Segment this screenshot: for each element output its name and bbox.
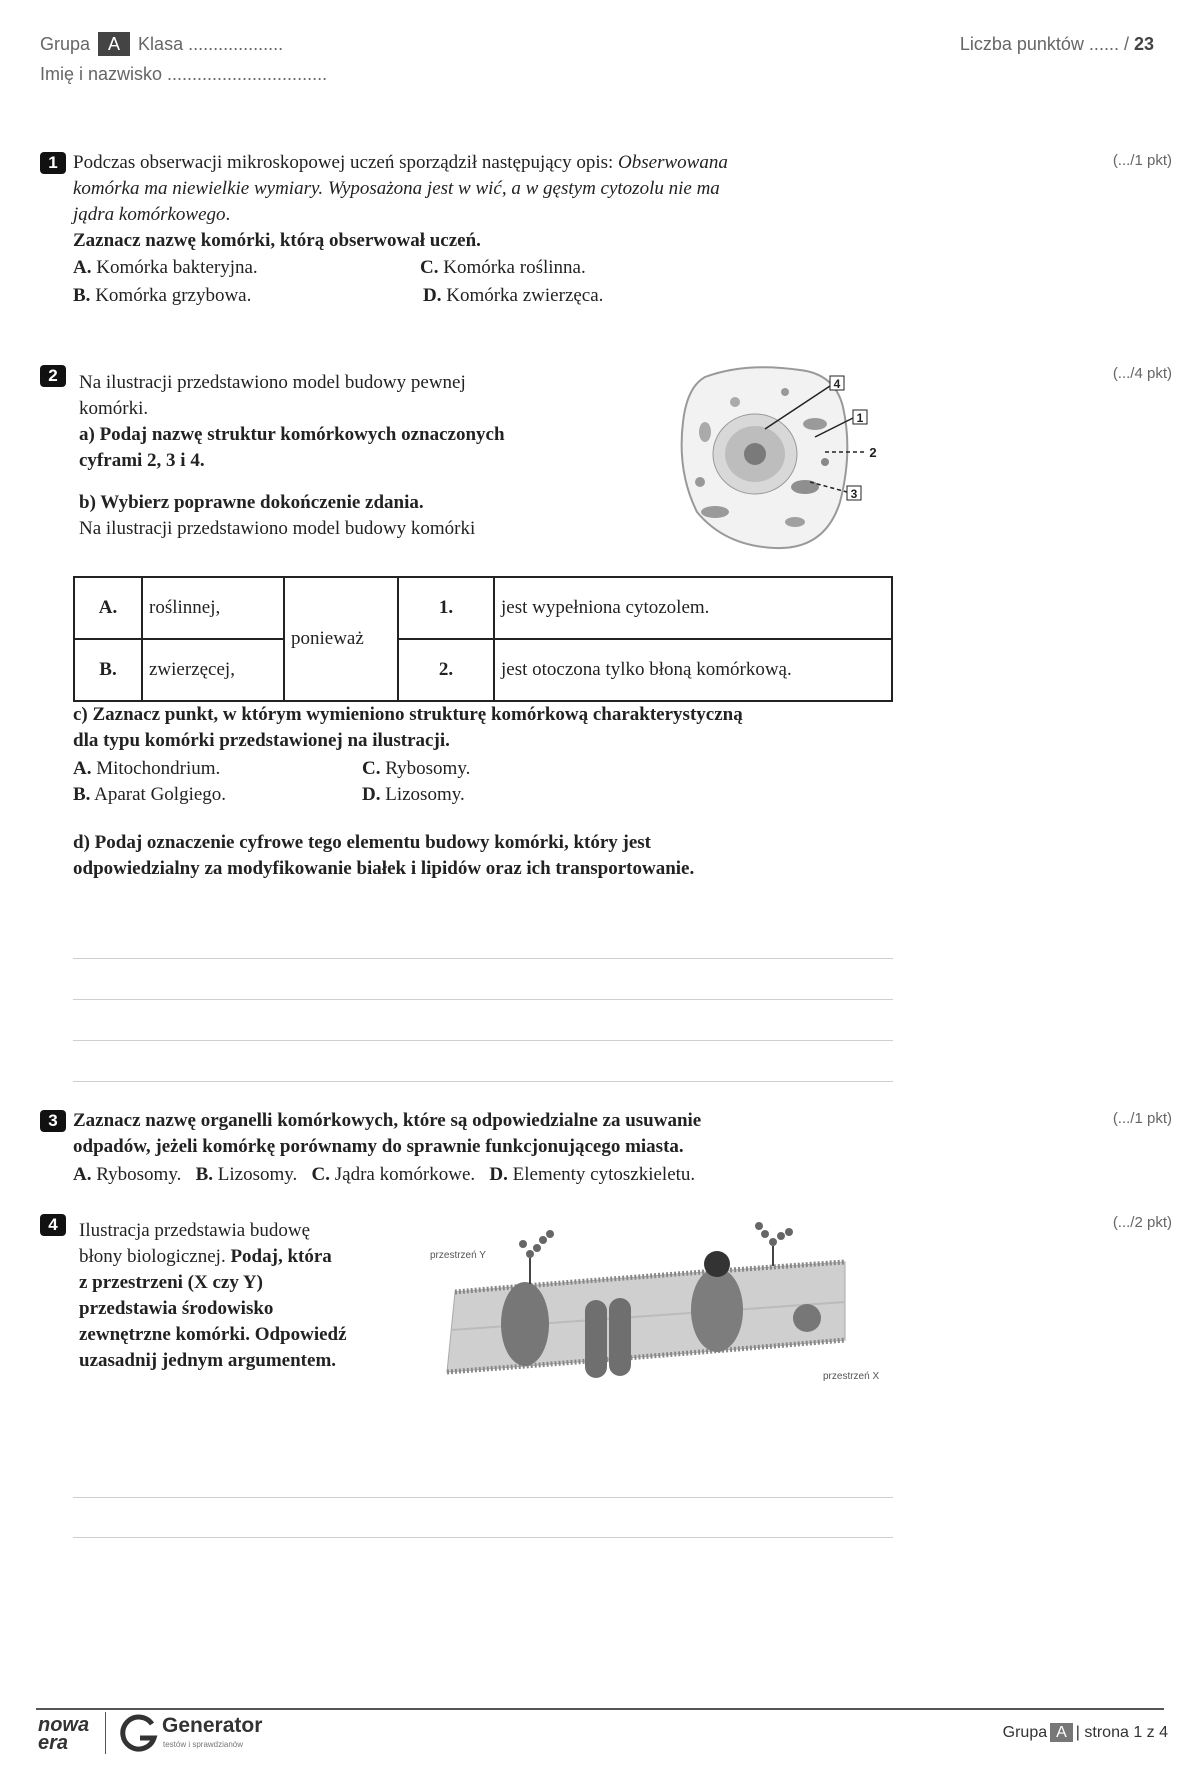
because-cell: ponieważ [284, 577, 398, 701]
footer-divider [36, 1708, 1164, 1710]
answer-line[interactable] [73, 1497, 893, 1498]
option-text: Mitochondrium. [96, 758, 221, 779]
cell-label-2: 2 [869, 445, 877, 460]
option-a-letter[interactable]: A. [74, 577, 142, 639]
option-text: Jądra komórkowe. [334, 1164, 476, 1185]
option-b-text[interactable]: zwierzęcej, [142, 639, 284, 701]
q4-text [79, 1218, 419, 1374]
option-text: Komórka bakteryjna. [96, 257, 258, 278]
q2-c-1: c) Zaznacz punkt, w którym wymieniono strukturę komórkową charakterystyczną [73, 704, 743, 725]
table-row [74, 577, 892, 639]
q3-option-b[interactable] [196, 1164, 298, 1185]
question-number-1: 1 [40, 152, 66, 174]
space-y-label: przestrzeń Y [430, 1250, 486, 1261]
q2-c-2: dla typu komórki przedstawionej na ilustracji. [73, 730, 450, 751]
q4-line-3: z przestrzeni (X czy Y) [79, 1272, 263, 1293]
option-2-number[interactable]: 2. [398, 639, 494, 701]
q2-text [79, 370, 639, 542]
q3-points: (.../1 pkt) [1112, 1110, 1172, 1127]
option-letter: B. [73, 784, 91, 805]
option-b-letter[interactable]: B. [74, 639, 142, 701]
q4-points: (.../2 pkt) [1112, 1214, 1172, 1231]
points-summary [960, 34, 1154, 55]
q1-option-c[interactable] [420, 255, 586, 281]
q1-quote-1: Obserwowana [618, 152, 728, 173]
class-label: Klasa ................... [138, 34, 284, 54]
q2-d [73, 830, 903, 882]
q1-text [73, 150, 873, 254]
animal-cell-illustration [675, 362, 905, 552]
generator-subtitle: testów i sprawdzianów [163, 1740, 244, 1749]
logo-era: era [38, 1732, 69, 1754]
cell-membrane-illustration [425, 1222, 905, 1382]
logo-nowa: nowa [38, 1714, 90, 1736]
option-letter: A. [73, 1164, 92, 1185]
cell-label-1: 1 [856, 411, 864, 425]
q3-text [73, 1108, 903, 1160]
footer-group-label: Grupa [1002, 1724, 1048, 1741]
group-label: Grupa [40, 34, 91, 54]
q3-line-2: odpadów, jeżeli komórkę porównamy do sprawnie funkcjonującego miasta. [73, 1136, 684, 1157]
q3-options [73, 1162, 695, 1188]
q4-line-6: uzasadnij jednym argumentem. [79, 1350, 337, 1371]
q1-option-a[interactable] [73, 255, 258, 281]
q4-line-5: zewnętrzne komórki. Odpowiedź [79, 1324, 347, 1345]
answer-line[interactable] [73, 1537, 893, 1538]
option-letter: D. [362, 784, 381, 805]
q2-a-1: a) Podaj nazwę struktur komórkowych oznaczonych [79, 424, 505, 445]
option-text: Rybosomy. [385, 758, 471, 779]
group-badge: A [98, 32, 130, 56]
q2-d-1: d) Podaj oznaczenie cyfrowe tego elementu budowy komórki, który jest [73, 832, 652, 853]
cell-label-3: 3 [850, 487, 858, 501]
option-2-text[interactable]: jest otoczona tylko błoną komórkową. [494, 639, 892, 701]
q2-d-2: odpowiedzialny za modyfikowanie białek i lipidów oraz ich transportowanie. [73, 858, 695, 879]
generator-logo-icon [118, 1714, 158, 1754]
space-x-label: przestrzeń X [823, 1371, 880, 1382]
option-letter: A. [73, 257, 92, 278]
footer-page-info [1003, 1724, 1168, 1742]
answer-line[interactable] [73, 958, 893, 959]
option-text: Aparat Golgiego. [94, 784, 227, 805]
q4-line-2b: Podaj, która [230, 1246, 332, 1267]
q1-task: Zaznacz nazwę komórki, którą obserwował uczeń. [73, 230, 481, 251]
cell-label-4: 4 [833, 377, 841, 391]
option-1-text[interactable]: jest wypełniona cytozolem. [494, 577, 892, 639]
question-number-3: 3 [40, 1110, 66, 1132]
option-letter: C. [362, 758, 381, 779]
q4-line-2a: błony biologicznej. [79, 1246, 226, 1267]
generator-title: Generator [162, 1714, 263, 1737]
answer-line[interactable] [73, 1081, 893, 1082]
header-group-line [40, 32, 283, 56]
footer-page-number: | strona 1 z 4 [1075, 1724, 1168, 1741]
points-total: 23 [1133, 34, 1154, 54]
option-a-text[interactable]: roślinnej, [142, 577, 284, 639]
q2-a-2: cyframi 2, 3 i 4. [79, 450, 205, 471]
question-number-4: 4 [40, 1214, 66, 1236]
q1-quote-2: komórka ma niewielkie wymiary. Wyposażona jest w wić, a w gęstym cytozolu nie ma [73, 178, 720, 199]
footer-logo-divider [105, 1712, 106, 1754]
q2-b-sentence: Na ilustracji przedstawiono model budowy komórki [79, 518, 476, 539]
q2-c-option-b[interactable] [73, 782, 226, 808]
q4-line-1: Ilustracja przedstawia budowę [79, 1220, 311, 1241]
option-text: Rybosomy. [96, 1164, 182, 1185]
option-letter: B. [195, 1164, 214, 1185]
option-letter: C. [420, 257, 439, 278]
q3-option-d[interactable] [489, 1164, 695, 1185]
q1-option-b[interactable] [73, 283, 251, 309]
q2-c-option-a[interactable] [73, 756, 220, 782]
q2-b-task: b) Wybierz poprawne dokończenie zdania. [79, 492, 424, 513]
q2-points: (.../4 pkt) [1112, 365, 1172, 382]
q1-intro: Podczas obserwacji mikroskopowej uczeń sporządził następujący opis: [73, 152, 614, 173]
option-text: Elementy cytoszkieletu. [512, 1164, 696, 1185]
option-letter: A. [73, 758, 92, 779]
q2-intro-1: Na ilustracji przedstawiono model budowy pewnej [79, 372, 466, 393]
q1-quote-3: jądra komórkowego [73, 204, 226, 225]
q3-line-1: Zaznacz nazwę organelli komórkowych, które są odpowiedzialne za usuwanie [73, 1110, 702, 1131]
answer-line[interactable] [73, 1040, 893, 1041]
q2-c [73, 702, 903, 754]
option-text: Komórka zwierzęca. [446, 285, 604, 306]
option-letter: D. [423, 285, 442, 306]
sentence-completion-table [73, 576, 893, 702]
option-letter: C. [311, 1164, 331, 1185]
nowa-era-logo [38, 1716, 89, 1752]
table-row [74, 639, 892, 701]
q1-points: (.../1 pkt) [1112, 152, 1172, 169]
q3-option-a[interactable] [73, 1164, 181, 1185]
q4-line-4: przedstawia środowisko [79, 1298, 274, 1319]
name-label: Imię i nazwisko ................................ [40, 64, 328, 84]
option-text: Lizosomy. [217, 1164, 298, 1185]
footer-group-badge: A [1050, 1723, 1073, 1742]
q1-option-d[interactable] [423, 283, 603, 309]
option-text: Lizosomy. [385, 784, 465, 805]
q2-intro-2: komórki. [79, 398, 149, 419]
q3-option-c[interactable] [312, 1164, 476, 1185]
option-1-number[interactable]: 1. [398, 577, 494, 639]
option-text: Komórka roślinna. [443, 257, 586, 278]
answer-line[interactable] [73, 999, 893, 1000]
points-label: Liczba punktów ...... / [959, 34, 1129, 54]
option-letter: B. [73, 285, 91, 306]
question-number-2: 2 [40, 365, 66, 387]
option-letter: D. [489, 1164, 508, 1185]
q2-c-option-d[interactable] [362, 782, 465, 808]
option-text: Komórka grzybowa. [95, 285, 252, 306]
q2-c-option-c[interactable] [362, 756, 470, 782]
q1-quote-end: . [225, 204, 231, 225]
